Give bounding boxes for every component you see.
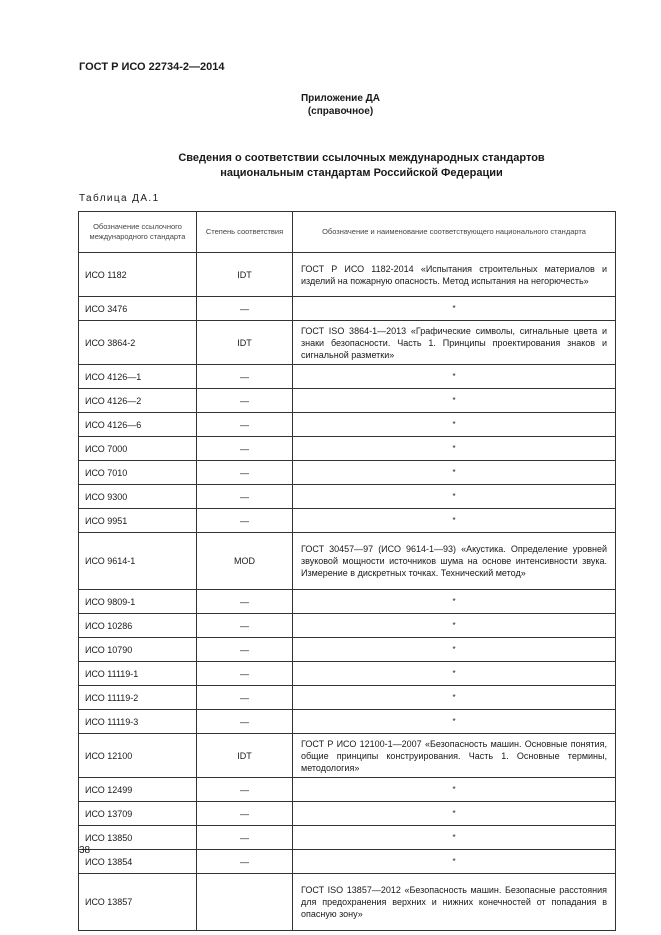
international-standard-cell: ИСО 10286: [79, 614, 197, 638]
international-standard-cell: ИСО 13857: [79, 874, 197, 931]
section-title-line: национальным стандартам Российской Федерации: [220, 167, 503, 179]
national-standard-cell: *: [293, 485, 616, 509]
table-row: [79, 662, 616, 686]
table-row: [79, 826, 616, 850]
table-row: [79, 321, 616, 365]
table-row: [79, 638, 616, 662]
conformity-degree-cell: —: [197, 710, 293, 734]
conformity-degree-cell: —: [197, 638, 293, 662]
table-row: [79, 778, 616, 802]
national-standard-cell: *: [293, 461, 616, 485]
conformity-degree-cell: —: [197, 826, 293, 850]
conformity-degree-cell: —: [197, 461, 293, 485]
national-standard-cell: *: [293, 297, 616, 321]
national-standard-cell: *: [293, 802, 616, 826]
international-standard-cell: ИСО 13709: [79, 802, 197, 826]
conformity-degree-cell: —: [197, 485, 293, 509]
conformity-degree-cell: —: [197, 662, 293, 686]
document-code: ГОСТ Р ИСО 22734-2—2014: [79, 61, 225, 73]
national-standard-cell: *: [293, 509, 616, 533]
international-standard-cell: ИСО 11119-2: [79, 686, 197, 710]
international-standard-cell: ИСО 3864-2: [79, 321, 197, 365]
conformity-degree-cell: —: [197, 614, 293, 638]
table-row: [79, 297, 616, 321]
conformity-degree-cell: —: [197, 590, 293, 614]
national-standard-cell: *: [293, 413, 616, 437]
table-row: [79, 389, 616, 413]
national-standard-cell: *: [293, 850, 616, 874]
appendix-heading: [0, 92, 661, 118]
table-row: [79, 874, 616, 931]
reference-standards-table: [78, 211, 616, 931]
international-standard-cell: ИСО 11119-1: [79, 662, 197, 686]
conformity-degree-cell: —: [197, 778, 293, 802]
table-row: [79, 802, 616, 826]
national-standard-cell: *: [293, 590, 616, 614]
table-row: [79, 590, 616, 614]
table-row: [79, 485, 616, 509]
international-standard-cell: ИСО 11119-3: [79, 710, 197, 734]
international-standard-cell: ИСО 13850: [79, 826, 197, 850]
international-standard-cell: ИСО 9809-1: [79, 590, 197, 614]
national-standard-cell: *: [293, 710, 616, 734]
table-row: [79, 365, 616, 389]
conformity-degree-cell: —: [197, 297, 293, 321]
conformity-degree-cell: —: [197, 802, 293, 826]
national-standard-cell: ГОСТ ISO 3864-1—2013 «Графические символы, сигнальные цвета и знаки безопасности. Часть 1. Принципы проектирования знаков и сигнальной разметки»: [293, 321, 616, 365]
international-standard-cell: ИСО 7000: [79, 437, 197, 461]
table-body: [79, 253, 616, 931]
international-standard-cell: ИСО 13854: [79, 850, 197, 874]
table-row: [79, 437, 616, 461]
table-row: [79, 413, 616, 437]
conformity-degree-cell: —: [197, 413, 293, 437]
international-standard-cell: ИСО 9951: [79, 509, 197, 533]
column-header: Обозначение ссылочного международного стандарта: [79, 212, 197, 253]
national-standard-cell: *: [293, 614, 616, 638]
national-standard-cell: ГОСТ 30457—97 (ИСО 9614-1—93) «Акустика. Определение уровней звуковой мощности источников шума на основе интенсивности звука. Измерение в дискретных точках. Технический метод»: [293, 533, 616, 590]
international-standard-cell: ИСО 3476: [79, 297, 197, 321]
table-row: [79, 253, 616, 297]
table-row: [79, 614, 616, 638]
table-row: [79, 686, 616, 710]
national-standard-cell: ГОСТ ISO 13857—2012 «Безопасность машин. Безопасные расстояния для предохранения верхних и нижних конечностей от попадания в опасную зону»: [293, 874, 616, 931]
table-row: [79, 509, 616, 533]
national-standard-cell: *: [293, 638, 616, 662]
national-standard-cell: *: [293, 389, 616, 413]
international-standard-cell: ИСО 10790: [79, 638, 197, 662]
conformity-degree-cell: —: [197, 389, 293, 413]
national-standard-cell: *: [293, 778, 616, 802]
international-standard-cell: ИСО 4126—6: [79, 413, 197, 437]
national-standard-cell: *: [293, 686, 616, 710]
international-standard-cell: ИСО 4126—2: [79, 389, 197, 413]
international-standard-cell: ИСО 12499: [79, 778, 197, 802]
national-standard-cell: ГОСТ Р ИСО 12100-1—2007 «Безопасность машин. Основные понятия, общие принципы конструирования. Часть 1. Основные термины, методология»: [293, 734, 616, 778]
conformity-degree-cell: —: [197, 437, 293, 461]
national-standard-cell: *: [293, 437, 616, 461]
table-row: [79, 533, 616, 590]
table-row: [79, 850, 616, 874]
appendix-title: Приложение ДА: [300, 93, 381, 104]
national-standard-cell: *: [293, 662, 616, 686]
conformity-degree-cell: IDT: [197, 734, 293, 778]
national-standard-cell: ГОСТ Р ИСО 1182-2014 «Испытания строительных материалов и изделий на пожарную опасность. Метод испытания на негорючесть»: [293, 253, 616, 297]
conformity-degree-cell: —: [197, 365, 293, 389]
international-standard-cell: ИСО 9300: [79, 485, 197, 509]
conformity-degree-cell: —: [197, 686, 293, 710]
section-title-line: Сведения о соответствии ссылочных международных стандартов: [178, 152, 545, 164]
international-standard-cell: ИСО 1182: [79, 253, 197, 297]
international-standard-cell: ИСО 12100: [79, 734, 197, 778]
column-header: Степень соответствия: [197, 212, 293, 253]
column-header: Обозначение и наименование соответствующего национального стандарта: [293, 212, 616, 253]
conformity-degree-cell: —: [197, 850, 293, 874]
section-title: [0, 151, 661, 181]
conformity-degree-cell: MOD: [197, 533, 293, 590]
page-number: 38: [79, 845, 91, 856]
conformity-degree-cell: —: [197, 509, 293, 533]
table-header-row: [79, 212, 616, 253]
conformity-degree-cell: IDT: [197, 321, 293, 365]
appendix-subtitle: (справочное): [307, 106, 374, 117]
international-standard-cell: ИСО 4126—1: [79, 365, 197, 389]
table-caption: Таблица ДА.1: [79, 193, 160, 204]
international-standard-cell: ИСО 7010: [79, 461, 197, 485]
conformity-degree-cell: [197, 874, 293, 931]
national-standard-cell: *: [293, 826, 616, 850]
conformity-degree-cell: IDT: [197, 253, 293, 297]
table-row: [79, 734, 616, 778]
table-row: [79, 461, 616, 485]
international-standard-cell: ИСО 9614-1: [79, 533, 197, 590]
national-standard-cell: *: [293, 365, 616, 389]
table-row: [79, 710, 616, 734]
